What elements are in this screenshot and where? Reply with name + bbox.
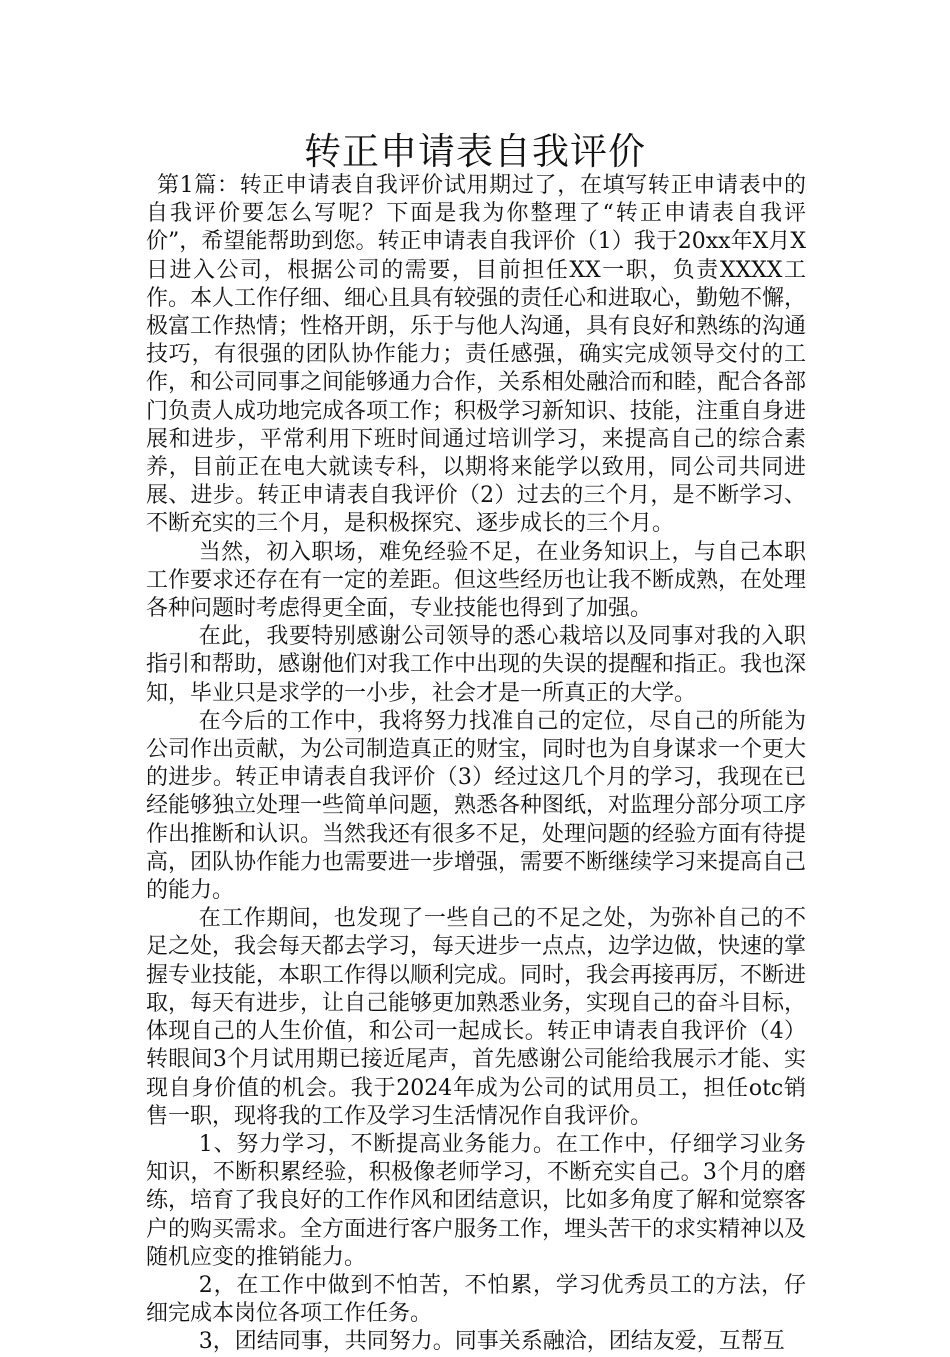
paragraph-7: 2，在工作中做到不怕苦，不怕累，学习优秀员工的方法，仔细完成本岗位各项工作任务。	[146, 1272, 806, 1327]
paragraph-1: 第1篇：转正申请表自我评价试用期过了，在填写转正申请表中的自我评价要怎么写呢？下面是我为你整理了“转正申请表自我评价”，希望能帮助到您。转正申请表自我评价（1）我于20xx年X月X日进入公司，根据公司的需要，目前担任XX一职，负责XXXX工作。本人工作仔细、细心且具有较强的责任心和进取心，勤勉不懈，极富工作热情；性格开朗，乐于与他人沟通，具有良好和熟练的沟通技巧，有很强的团队协作能力；责任感强，确实完成领导交付的工作，和公司同事之间能够通力合作，关系相处融洽而和睦，配合各部门负责人成功地完成各项工作；积极学习新知识、技能，注重自身进展和进步，平常利用下班时间通过培训学习，来提高自己的综合素养，目前正在电大就读专科，以期将来能学以致用，同公司共同进展、进步。转正申请表自我评价（2）过去的三个月，是不断学习、不断充实的三个月，是积极探究、逐步成长的三个月。	[146, 173, 807, 537]
paragraph-2: 当然，初入职场，难免经验不足，在业务知识上，与自己本职工作要求还存在有一定的差距。但这些经历也让我不断成熟，在处理各种问题时考虑得更全面，专业技能也得到了加强。	[146, 539, 807, 622]
paragraph-6: 1、努力学习，不断提高业务能力。在工作中，仔细学习业务知识，不断积累经验，积极像老师学习，不断充实自己。3个月的磨练，培育了我良好的工作作风和团结意识，比如多角度了解和觉察客户的购买需求。全方面进行客户服务工作，埋头苦干的求实精神以及随机应变的推销能力。	[146, 1131, 807, 1270]
paragraph-3: 在此，我要特别感谢公司领导的悉心栽培以及同事对我的入职指引和帮助，感谢他们对我工作中出现的失误的提醒和指正。我也深知，毕业只是求学的一小步，社会才是一所真正的大学。	[146, 624, 807, 706]
paragraph-5: 在工作期间，也发现了一些自己的不足之处，为弥补自己的不足之处，我会每天都去学习，每天进步一点点，边学边做，快速的掌握专业技能，本职工作得以顺利完成。同时，我会再接再厉，不断进取，每天有进步，让自己能够更加熟悉业务，实现自己的奋斗目标，体现自己的人生价值，和公司一起成长。转正申请表自我评价（4）转眼间3个月试用期已接近尾声，首先感谢公司能给我展示才能、实现自身价值的机会。我于2024年成为公司的试用员工，担任otc销售一职，现将我的工作及学习生活情况作自我评价。	[146, 906, 807, 1129]
paragraph-8: 3，团结同事，共同努力。同事关系融洽，团结友爱，互帮互	[198, 1329, 785, 1355]
document-body	[146, 172, 806, 1357]
document-title: 转正申请表自我评价	[304, 130, 646, 173]
paragraph-4: 在今后的工作中，我将努力找准自己的定位，尽自己的所能为公司作出贡献，为公司制造真正的财宝，同时也为自身谋求一个更大的进步。转正申请表自我评价（3）经过这几个月的学习，我现在已经能够独立处理一些简单问题，熟悉各种图纸，对监理分部分项工序作出推断和认识。当然我还有很多不足，处理问题的经验方面有待提高，团队协作能力也需要进一步增强，需要不断继续学习来提高自己的能力。	[146, 708, 807, 904]
